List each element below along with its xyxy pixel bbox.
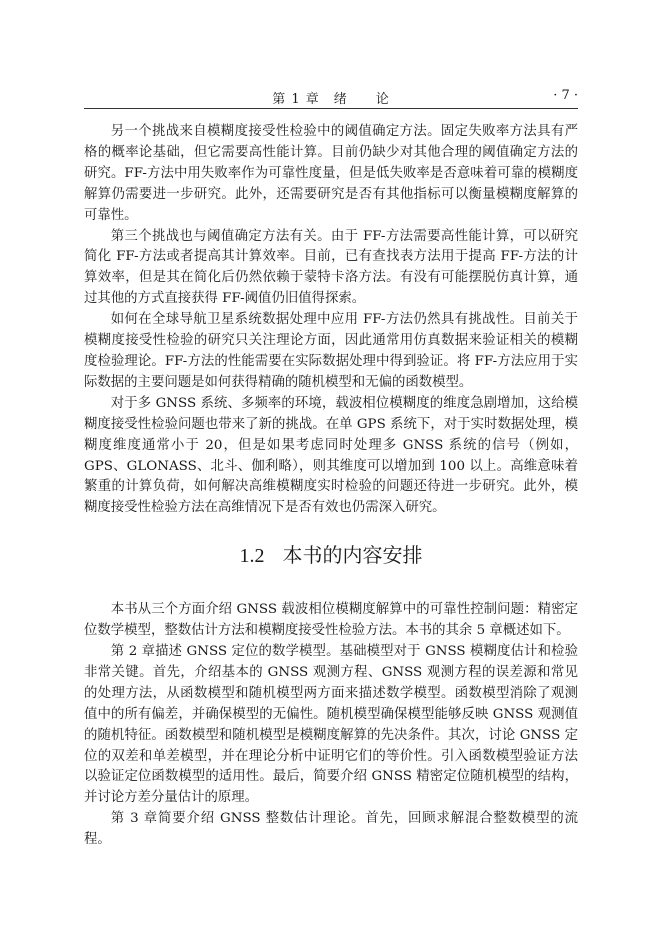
- paragraph: 对于多 GNSS 系统、多频率的环境，载波相位模糊度的维度急剧增加，这给模糊度接受性检验问题也带来了新的挑战。在单 GPS 系统下，对于实时数据处理，模糊度维度通常小于 20，但是如果考虑同时处理多 GNSS 系统的信号（例如，GPS、GLONASS、北斗、伽利略），则其维度可以增加到 100 以上。高维意味着繁重的计算负荷，如何解决高维模糊度实时检验的问题还待进一步研究。此外，模糊度接受性检验方法在高维情况下是否有效也仍需深入研究。: [84, 395, 578, 516]
- paragraph: 本书从三个方面介绍 GNSS 载波相位模糊度解算中的可靠性控制问题：精密定位数学模型，整数估计方法和模糊度接受性检验方法。本书的其余 5 章概述如下。: [84, 602, 578, 639]
- paragraph: 如何在全球导航卫星系统数据处理中应用 FF-方法仍然具有挑战性。目前关于模糊度接受性检验的研究只关注理论方面，因此通常用仿真数据来验证相关的模糊度检验理论。FF-方法的性能需要在实际数据处理中得到验证。将 FF-方法应用于实际数据的主要问题是如何获得精确的随机模型和无偏的函数模型。: [84, 312, 578, 390]
- page-body: [84, 122, 578, 851]
- section-title: 本书的内容安排: [282, 543, 423, 568]
- paragraph: 第 3 章简要介绍 GNSS 整数估计理论。首先，回顾求解混合整数模型的流程。: [84, 811, 578, 848]
- paragraph: 第三个挑战也与阈值确定方法有关。由于 FF-方法需要高性能计算，可以研究简化 FF-方法或者提高其计算效率。目前，已有查找表方法用于提高 FF-方法的计算效率，但是其在简化后仍然依赖于蒙特卡洛方法。有没有可能摆脱仿真计算，通过其他的方式直接获得 FF-阈值仍旧值得探索。: [84, 228, 578, 307]
- running-header: [84, 88, 578, 110]
- paragraph: 第 2 章描述 GNSS 定位的数学模型。基础模型对于 GNSS 模糊度估计和检验非常关键。首先，介绍基本的 GNSS 观测方程、GNSS 观测方程的误差源和常见的处理方法，从函数模型和随机模型两方面来描述数学模型。函数模型消除了观测值中的所有偏差，并确保模型的无偏性。随机模型确保模型能够反映 GNSS 观测值的随机特征。函数模型和随机模型是模糊度解算的先决条件。其次，讨论 GNSS 定位的双差和单差模型，并在理论分析中证明它们的等价性。引入函数模型验证方法以验证定位函数模型的适用性。最后，简要介绍 GNSS 精密定位随机模型的结构，并讨论方差分量估计的原理。: [84, 644, 578, 806]
- header-rule: [84, 108, 578, 109]
- section-number: 1.2: [239, 545, 265, 568]
- chapter-title: 第 1 章 绪 论: [272, 92, 390, 107]
- page-number: · 7 ·: [553, 88, 578, 103]
- paragraph: 另一个挑战来自模糊度接受性检验中的阈值确定方法。固定失败率方法具有严格的概率论基础，但它需要高性能计算。目前仍缺少对其他合理的阈值确定方法的研究。FF-方法中用失败率作为可靠性度量，但是低失败率是否意味着可靠的模糊度解算仍需要进一步研究。此外，还需要研究是否有其他指标可以衡量模糊度解算的可靠性。: [84, 124, 578, 223]
- section-heading: [84, 541, 578, 570]
